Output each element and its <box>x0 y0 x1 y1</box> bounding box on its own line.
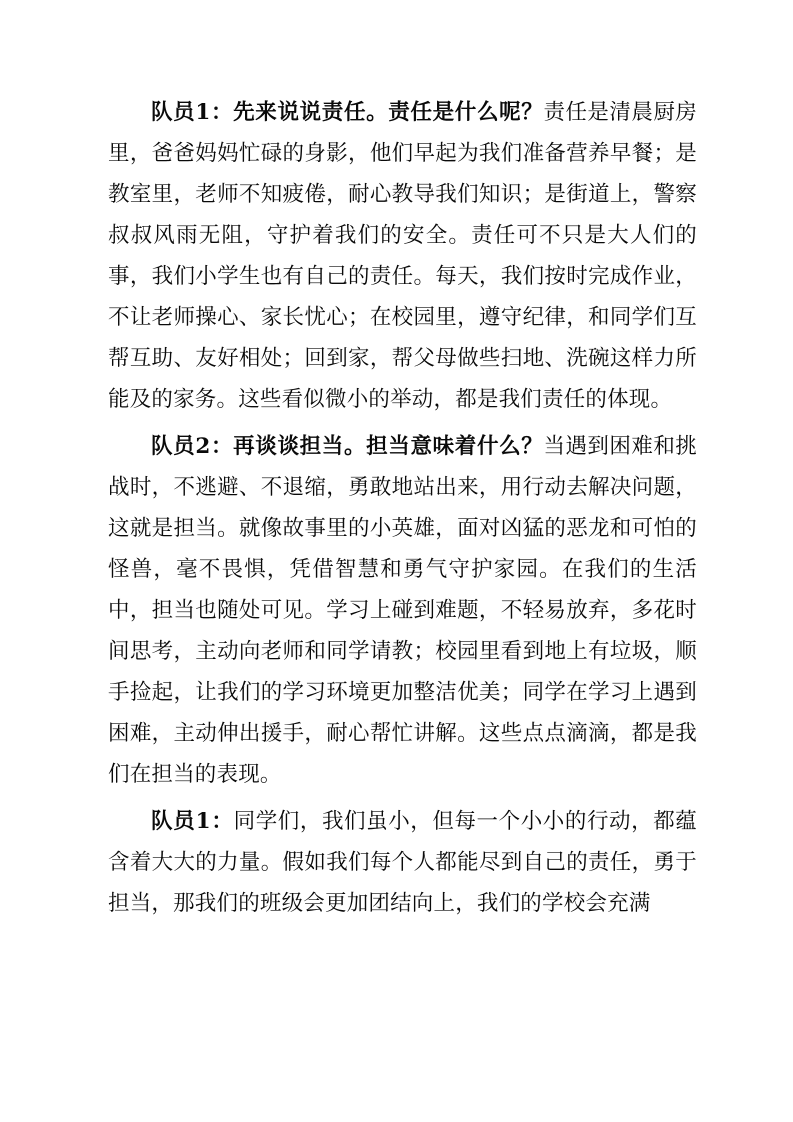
paragraph-1-text: 责任是清晨厨房里，爸爸妈妈忙碌的身影，他们早起为我们准备营养早餐；是教室里，老师不知疲倦，耐心教导我们知识；是街道上，警察叔叔风雨无阻，守护着我们的安全。责任可不只是大人们的事，我们小学生也有自己的责任。每天，我们按时完成作业，不让老师操心、家长忧心；在校园里，遵守纪律，和同学们互帮互助、友好相处；回到家，帮父母做些扫地、洗碗这样力所能及的家务。这些看似微小的举动，都是我们责任的体现。 <box>108 100 697 412</box>
document-body <box>108 92 697 924</box>
paragraph-2 <box>108 426 697 795</box>
paragraph-1-lead: 队员1：先来说说责任。责任是什么呢？ <box>151 100 544 125</box>
paragraph-2-lead: 队员2：再谈谈担当。担当意味着什么？ <box>151 434 544 459</box>
paragraph-3-text: 同学们，我们虽小，但每一个小小的行动，都蕴含着大大的力量。假如我们每个人都能尽到自己的责任，勇于担当，那我们的班级会更加团结向上，我们的学校会充满 <box>108 809 698 916</box>
paragraph-1 <box>108 92 697 420</box>
paragraph-3 <box>108 801 697 924</box>
paragraph-2-text: 当遇到困难和挑战时，不逃避、不退缩，勇敢地站出来，用行动去解决问题，这就是担当。就像故事里的小英雄，面对凶猛的恶龙和可怕的怪兽，毫不畏惧，凭借智慧和勇气守护家园。在我们的生活中，担当也随处可见。学习上碰到难题，不轻易放弃，多花时间思考，主动向老师和同学请教；校园里看到地上有垃圾，顺手捡起，让我们的学习环境更加整洁优美；同学在学习上遇到困难，主动伸出援手，耐心帮忙讲解。这些点点滴滴，都是我们在担当的表现。 <box>108 434 697 787</box>
paragraph-3-lead: 队员1： <box>151 809 234 834</box>
